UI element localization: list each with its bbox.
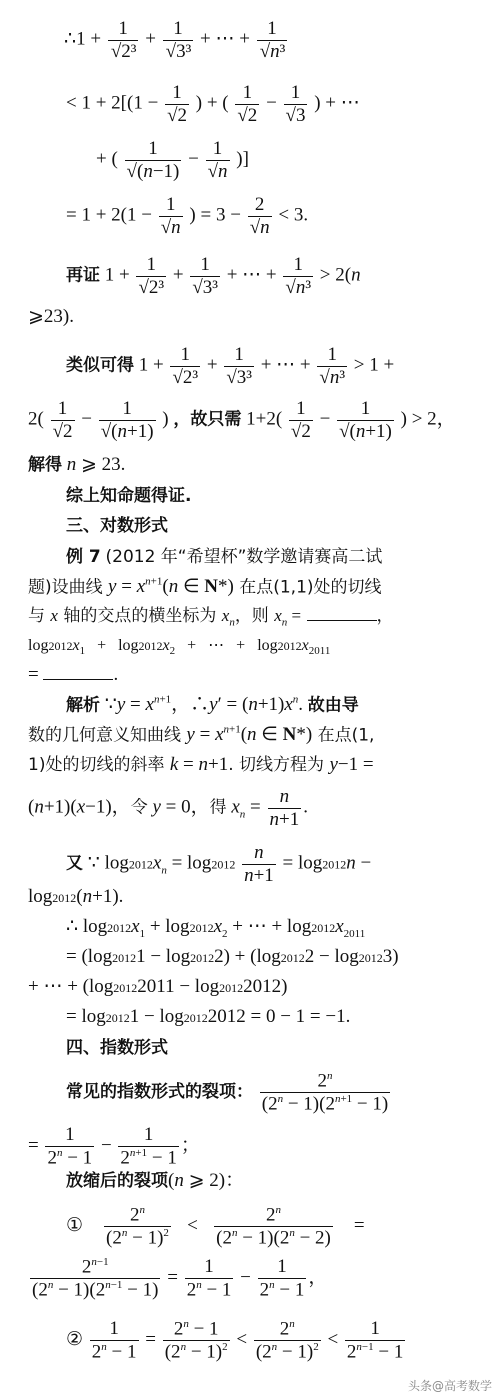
conclusion-line: 综上知命题得证.: [66, 486, 192, 506]
log-identity-line-2: log2012(n+1).: [28, 886, 124, 907]
example-7-line-3: 与 x 轴的交点的横坐标为 $x_n$，则 $x_n$ = ，: [28, 606, 394, 629]
sum-expression-line: ∴1 + $\frac{1}{\text{√2³}}$ + $\frac{1}{\text{√3³}}$ + ⋯ + $\frac{1}{\text{√n³}}$: [64, 18, 286, 62]
answer-line-2: = .: [28, 664, 119, 685]
inequality-line-2: + ( $\frac{1}{√(n-1)}$ − $\frac{1}{√n}$ )]: [96, 138, 249, 182]
solve-line: 解得 n ⩾ 23.: [28, 454, 126, 475]
log-sum-expand-2: = (log20121 − log20122) + (log20122 − log20123): [66, 946, 399, 967]
solution-line-1: 解析 ∵y = $x^{n+1}$，∴y′ = $(n+1)x^n$. 故由导: [66, 694, 359, 716]
exp-split-result: = $\frac{1}{2^n - 1}$ − $\frac{1}{2^{n+1} - 1}$ ；: [28, 1124, 200, 1169]
section-heading-exp: 四、指数形式: [66, 1038, 168, 1058]
result-line: = 1 + 2(1 − $\frac{1}{√n}$ ) = 3 − $\frac{2}{√n}$ < 3.: [66, 194, 309, 238]
condition-line: ⩾23).: [28, 306, 74, 327]
scaled-split-1-cont: $\frac{2^{n-1}}{(2^n - 1)(2^{n-1} - 1)}$ = $\frac{1}{2^n - 1}$ − $\frac{1}{2^n - 1}$ ，: [32, 1256, 328, 1301]
section-heading-log: 三、对数形式: [66, 516, 168, 536]
log-sum-expand-3: + ⋯ + (log20122011 − log20122012): [28, 976, 288, 997]
log-sum-line: $\log 2012x_1 + \log 2012x_2$ + ⋯ + $\log 2012x_{2011}$: [28, 637, 331, 658]
solution-line-2: 数的几何意义知曲线 $y = x^{n+1}(n$ ∈ N*) 在点(1,: [28, 724, 375, 746]
answer-blank-2: [43, 665, 113, 680]
inequality-line-1: < 1 + 2[(1 − $\frac{1}{√2}$ ) + ( $\frac{1}{√2}$ − $\frac{1}{√3}$ ) + ⋯: [66, 82, 360, 126]
similar-line: 类似可得 1 + $\frac{1}{\text{√2³}}$ + $\frac{1}{\text{√3³}}$ + ⋯ + $\frac{1}{\text{√n³}}$ > 1 +: [66, 344, 395, 388]
prove-again-line: 再证 1 + $\frac{1}{\text{√2³}}$ + $\frac{1}{\text{√3³}}$ + ⋯ + $\frac{1}{\text{√n³}}$ > 2(n: [66, 254, 361, 298]
example-7-line: 例 7 (2012 年“希望杯”数学邀请赛高二试: [66, 547, 383, 567]
scaled-split-2: ② $\frac{1}{2^n - 1}$ = $\frac{2^n - 1}{(2^n - 1)^2}$ < $\frac{2^n}{(2^n - 1)^2}$ < $\frac{1}{2^{n-1} - 1}$: [66, 1318, 404, 1363]
solution-line-3: 1)处的切线的斜率 k = n+1. 切线方程为 y−1 =: [28, 754, 374, 775]
watermark: 头条@高考数学: [407, 1379, 492, 1393]
log-sum-result: = log20121 − log20122012 = 0 − 1 = −1.: [66, 1006, 351, 1027]
answer-blank-1: [307, 606, 377, 621]
exp-split-line: 常见的指数形式的裂项： $\frac{2^n}{(2^n - 1)(2^{n+1} - 1)}$: [66, 1070, 389, 1115]
example-7-line-2: 题)设曲线 $y = x^{n+1}(n$ ∈ N*) 在点(1,1)处的切线: [28, 576, 382, 598]
log-sum-expand-1: ∴ $\log 2012x_1 + \log 2012x_2$ + ⋯ + $\log 2012x_{2011}$: [66, 916, 366, 940]
only-need-line: 2( $\frac{1}{√2}$ − $\frac{1}{√(n+1)}$ ) ，故只需 1+2( $\frac{1}{√2}$ − $\frac{1}{√(n+1)}$ ) > 2，: [28, 398, 456, 442]
log-identity-line: 又 ∵ $\log 2012x_n = \log 2012$ $\frac{n}{n+1}$ = log2012n −: [66, 842, 372, 886]
solution-line-4: (n+1)(x−1)，令 y = 0，得 $x_n$ = $\frac{n}{n+1}$ .: [28, 786, 308, 830]
scaled-split-heading: 放缩后的裂项(n ⩾ 2)：: [66, 1170, 245, 1191]
scaled-split-1: ① $\frac{2^n}{(2^n - 1)^2}$ < $\frac{2^n}{(2^n - 1)(2^n - 2)}$ =: [66, 1204, 365, 1249]
